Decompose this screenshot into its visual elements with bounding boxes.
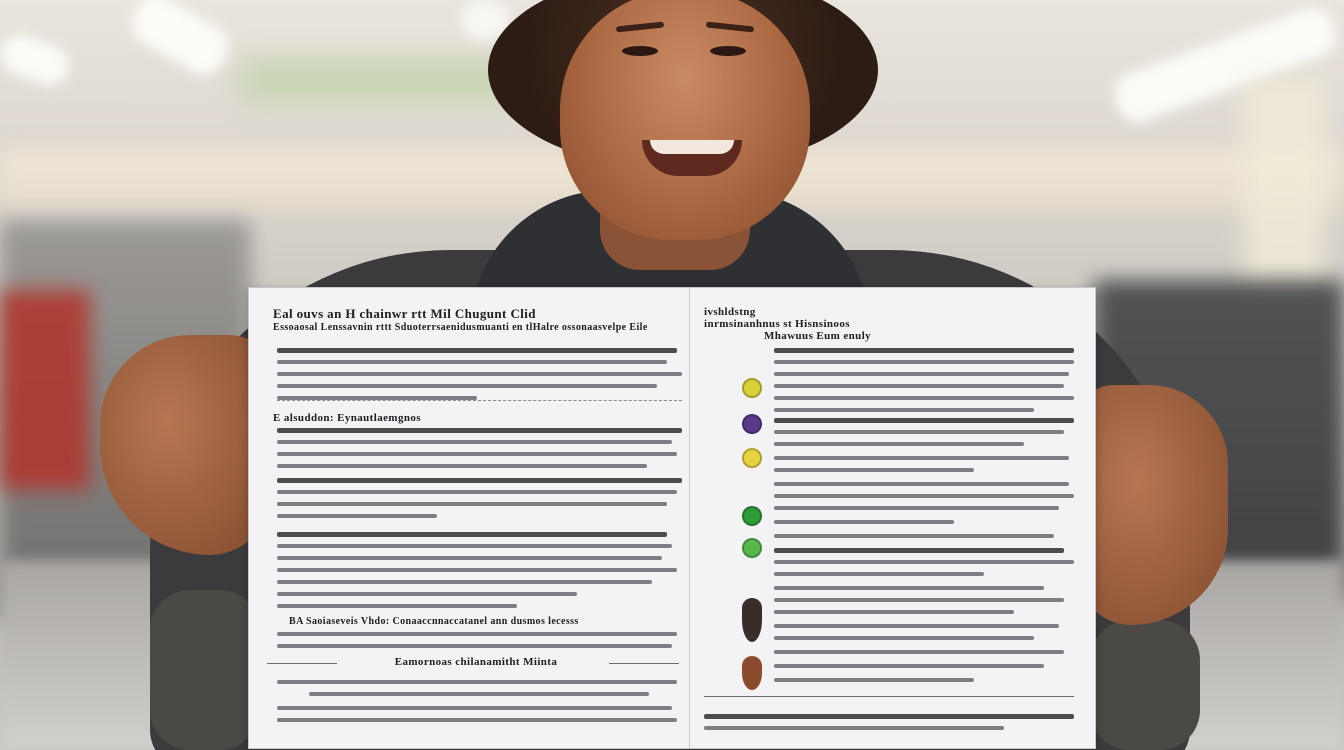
bullet-yellow-icon <box>742 448 762 468</box>
left-subheading: Essoaosal Lenssavnin rttt Sduoterrsaenidusmuanti en tlHalre ossonaasvelpe Eile <box>273 322 648 333</box>
right-subheading-2: Mhawuus Eum enuly <box>764 330 872 342</box>
left-sleeve <box>150 590 260 750</box>
left-box-title: BA Saoiaseveis Vhdo: Conaaccnnaccatanel ann dusmos lecesss <box>289 616 579 627</box>
document-right-panel <box>690 288 1095 748</box>
right-hand <box>1078 385 1228 625</box>
left-banner-title: Eamornoas chilanamitht Miinta <box>394 656 558 668</box>
bullet-purple-icon <box>742 414 762 434</box>
left-eye <box>622 46 658 56</box>
left-section-title: E alsuddon: Eynautlaemgnos <box>273 412 421 424</box>
teeth <box>650 140 734 154</box>
background-red-panel <box>0 290 90 490</box>
person-figure-icon <box>742 598 762 642</box>
bullet-green-icon <box>742 538 762 558</box>
smile <box>642 140 742 176</box>
bullet-yellow-icon <box>742 378 762 398</box>
background-pillar <box>1244 80 1324 290</box>
right-heading: ivshldstng <box>704 306 756 318</box>
right-eyebrow <box>706 22 754 33</box>
right-eye <box>710 46 746 56</box>
person-face <box>560 0 810 240</box>
printed-document <box>248 287 1096 749</box>
document-left-panel <box>249 288 690 748</box>
person-figure-icon <box>742 656 762 690</box>
left-eyebrow <box>616 22 664 33</box>
right-sleeve <box>1090 620 1200 750</box>
left-heading: Eal ouvs an H chainwr rtt Mil Chugunt Clid <box>273 306 536 321</box>
bullet-green-icon <box>742 506 762 526</box>
right-subheading: inrmsinanhnus st Hisnsinoos <box>704 318 850 330</box>
